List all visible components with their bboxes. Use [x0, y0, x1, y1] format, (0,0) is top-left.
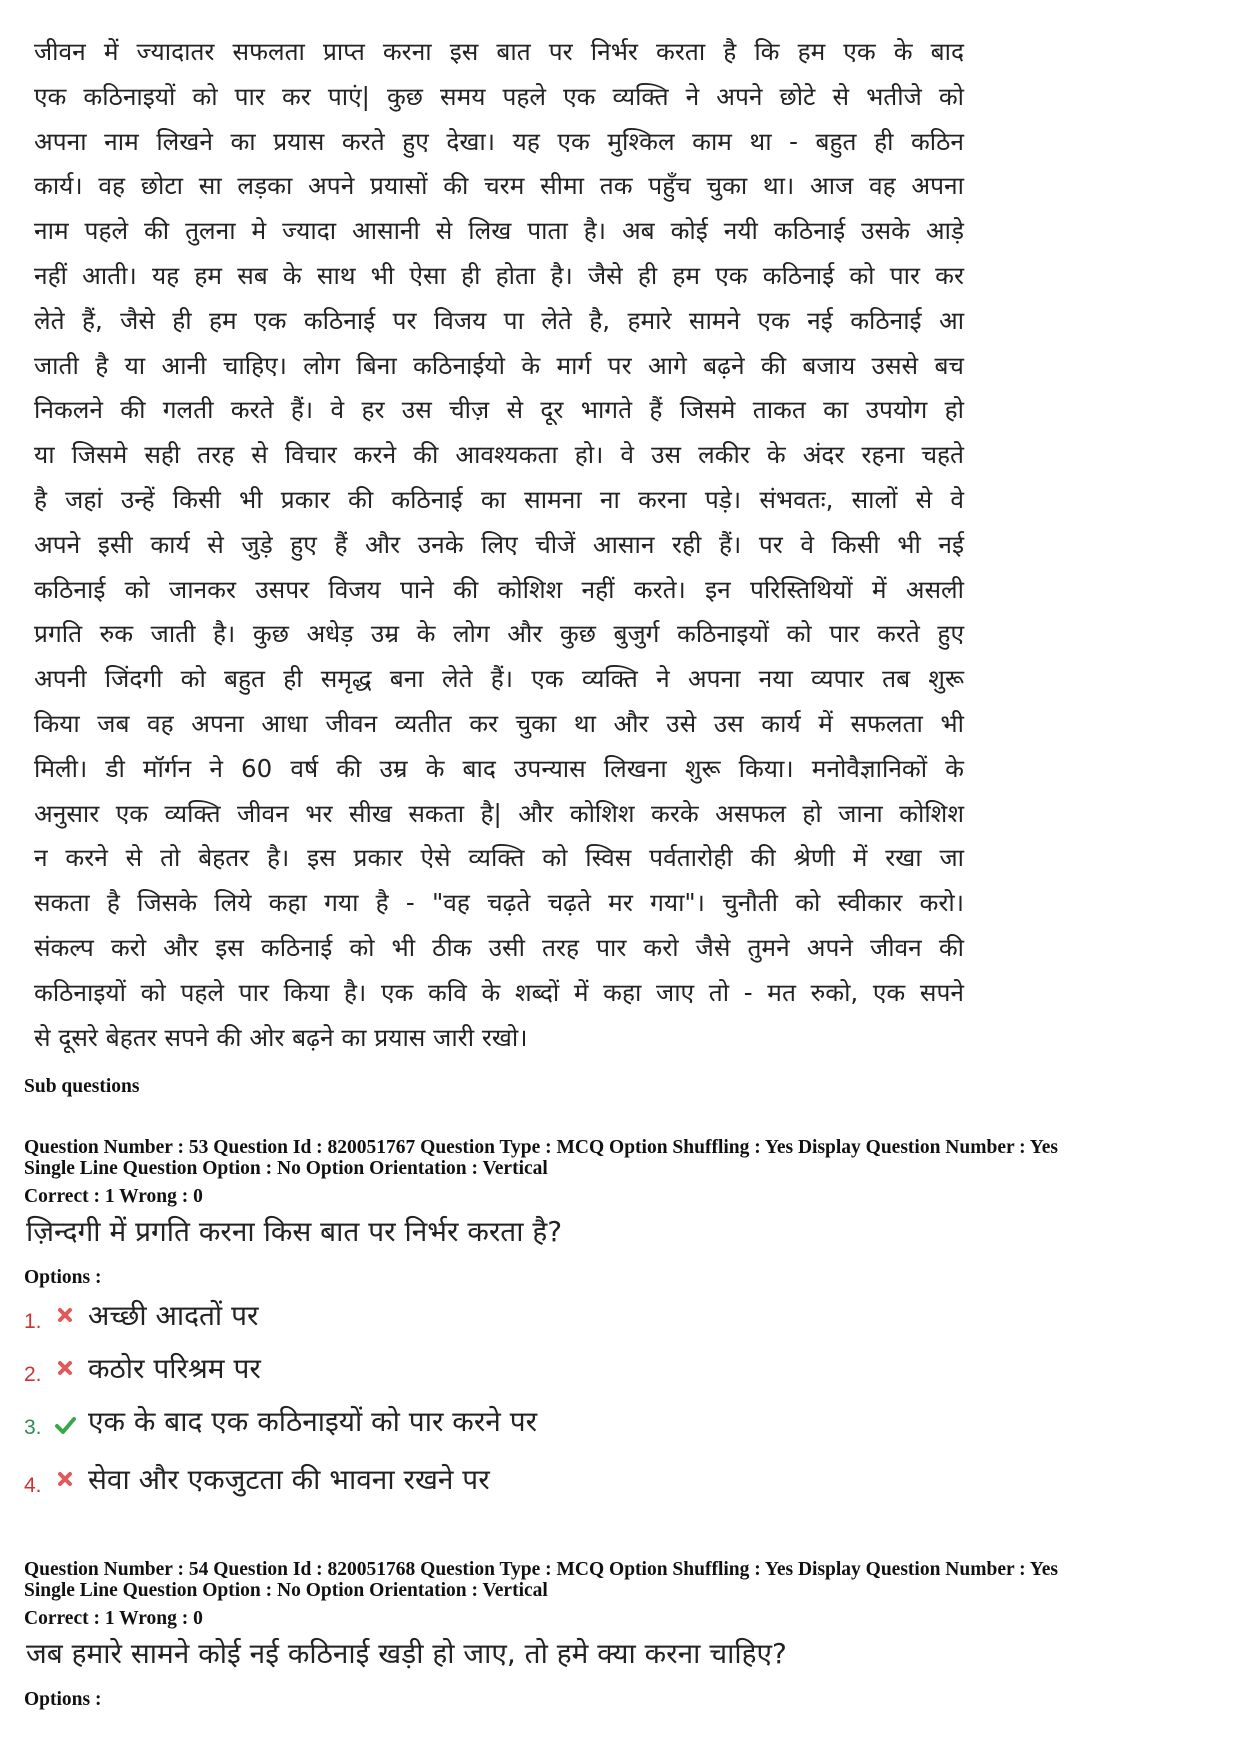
correct-check-icon — [54, 1414, 76, 1436]
passage-line: कठिनाइयों को पहले पार किया है। एक कवि के शब्दों में कहा जाए तो - मत रुको, एक सपने — [34, 977, 964, 1007]
passage-line: या जिसमे सही तरह से विचार करने की आवश्यकता हो। वे उस लकीर के अंदर रहना चहते — [34, 440, 964, 470]
option-number: 4. — [24, 1474, 42, 1497]
wrong-cross-icon — [54, 1468, 76, 1490]
passage-line: नहीं आती। यह हम सब के साथ भी ऐसा ही होता है। जैसे ही हम एक कठिनाई को पार कर — [34, 260, 964, 290]
passage-line: एक कठिनाइयों को पार कर पाएं| कुछ समय पहले एक व्यक्ति ने अपने छोटे से भतीजे को — [34, 81, 964, 111]
q53-meta-line2: Single Line Question Option : No Option Orientation : Vertical — [24, 1158, 548, 1179]
passage-line: प्रगति रुक जाती है। कुछ अधेड़ उम्र के लोग और कुछ बुजुर्ग कठिनाइयों को पार करते हुए — [34, 619, 964, 649]
passage-line: कठिनाई को जानकर उसपर विजय पाने की कोशिश नहीं करते। इन परिस्तिथियों में असली — [34, 574, 964, 604]
passage-line: कार्य। वह छोटा सा लड़का अपने प्रयासों की चरम सीमा तक पहुँच चुका था। आज वह अपना — [34, 171, 964, 201]
q54-meta-line2: Single Line Question Option : No Option Orientation : Vertical — [24, 1580, 548, 1601]
passage-text — [34, 30, 964, 1060]
passage-line: सकता है जिसके लिये कहा गया है - "वह चढ़ते चढ़ते मर गया"। चुनौती को स्वीकार करो। — [34, 888, 964, 918]
q53-options-label: Options : — [24, 1267, 102, 1288]
passage-line: जीवन में ज्यादातर सफलता प्राप्त करना इस बात पर निर्भर करता है कि हम एक के बाद — [34, 37, 964, 66]
wrong-cross-icon — [54, 1357, 76, 1379]
option-text: एक के बाद एक कठिनाइयों को पार करने पर — [88, 1405, 538, 1438]
q53-meta-line1: Question Number : 53 Question Id : 820051767 Question Type : MCQ Option Shuffling : Yes Display Question Number : Yes — [24, 1137, 1058, 1158]
q54-marks: Correct : 1 Wrong : 0 — [24, 1608, 203, 1629]
passage-line: संकल्प करो और इस कठिनाई को भी ठीक उसी तरह पार करो जैसे तुमने अपने जीवन की — [34, 932, 964, 962]
wrong-cross-icon — [54, 1304, 76, 1326]
passage-line: निकलने की गलती करते हैं। वे हर उस चीज़ से दूर भागते हैं जिसमे ताकत का उपयोग हो — [34, 395, 964, 425]
option-text: सेवा और एकजुटता की भावना रखने पर — [88, 1463, 490, 1496]
passage-line: जाती है या आनी चाहिए। लोग बिना कठिनाईयो के मार्ग पर आगे बढ़ने की बजाय उससे बच — [34, 350, 964, 380]
passage-line: लेते हैं, जैसे ही हम एक कठिनाई पर विजय पा लेते है, हमारे सामने एक नई कठिनाई आ — [34, 305, 964, 335]
passage-line: से दूसरे बेहतर सपने की ओर बढ़ने का प्रयास जारी रखो। — [34, 1022, 528, 1052]
option-number: 2. — [24, 1363, 42, 1386]
q53-marks: Correct : 1 Wrong : 0 — [24, 1186, 203, 1207]
option-number: 3. — [24, 1416, 42, 1439]
passage-line: मिली। डी मॉर्गन ने 60 वर्ष की उम्र के बाद उपन्यास लिखना शुरू किया। मनोवैज्ञानिकों के — [34, 753, 964, 783]
sub-questions-heading: Sub questions — [24, 1076, 140, 1097]
passage-line: अपने इसी कार्य से जुड़े हुए हैं और उनके लिए चीजें आसान रही हैं। पर वे किसी भी नई — [34, 529, 964, 559]
passage-line: अपनी जिंदगी को बहुत ही समृद्ध बना लेते हैं। एक व्यक्ति ने अपना नया व्यपार तब शुरू — [34, 664, 964, 694]
q54-question-text: जब हमारे सामने कोई नई कठिनाई खड़ी हो जाए, तो हमे क्या करना चाहिए? — [26, 1637, 787, 1670]
passage-line: है जहां उन्हें किसी भी प्रकार की कठिनाई का सामना ना करना पड़े। संभवतः, सालों से वे — [34, 484, 964, 514]
q53-question-text: ज़िन्दगी में प्रगति करना किस बात पर निर्भर करता है? — [26, 1215, 563, 1248]
passage-line: अपना नाम लिखने का प्रयास करते हुए देखा। यह एक मुश्किल काम था - बहुत ही कठिन — [34, 126, 964, 156]
passage-line: नाम पहले की तुलना मे ज्यादा आसानी से लिख पाता है। अब कोई नयी कठिनाई उसके आड़े — [34, 216, 964, 246]
passage-line: किया जब वह अपना आधा जीवन व्यतीत कर चुका था और उसे उस कार्य में सफलता भी — [34, 708, 964, 738]
q54-meta-line1: Question Number : 54 Question Id : 820051768 Question Type : MCQ Option Shuffling : Yes Display Question Number : Yes — [24, 1559, 1058, 1580]
passage-line: न करने से तो बेहतर है। इस प्रकार ऐसे व्यक्ति को स्विस पर्वतारोही की श्रेणी में रखा जा — [34, 843, 964, 873]
option-text: अच्छी आदतों पर — [88, 1299, 259, 1332]
option-number: 1. — [24, 1310, 42, 1333]
option-text: कठोर परिश्रम पर — [88, 1352, 261, 1385]
q54-options-label: Options : — [24, 1689, 102, 1710]
passage-line: अनुसार एक व्यक्ति जीवन भर सीख सकता है| और कोशिश करके असफल हो जाना कोशिश — [34, 798, 964, 828]
